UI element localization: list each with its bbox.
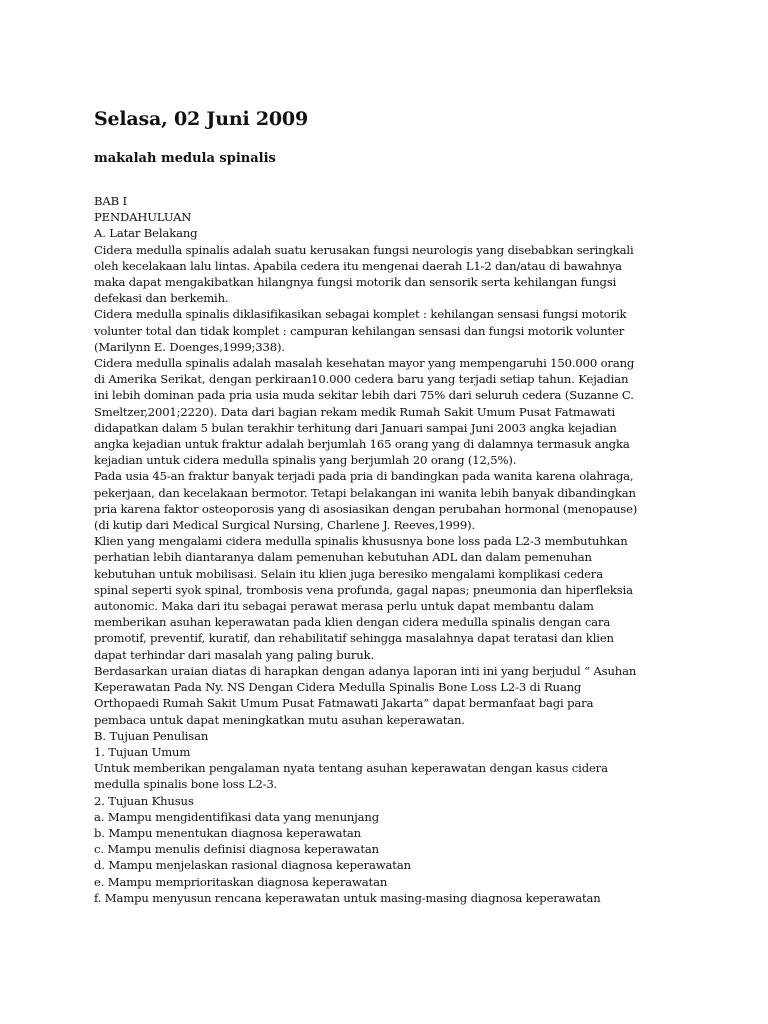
- body-line: Cidera medulla spinalis adalah suatu kerusakan fungsi neurologis yang disebabkan seringkali: [94, 242, 634, 257]
- body-line: Cidera medulla spinalis diklasifikasikan sebagai komplet : kehilangan sensasi fungsi motorik: [94, 307, 627, 322]
- post-title: makalah medula spinalis: [94, 151, 276, 166]
- body-line: kejadian untuk cidera medulla spinalis yang berjumlah 20 orang (12,5%).: [94, 453, 517, 468]
- post-date: Selasa, 02 Juni 2009: [94, 108, 308, 130]
- body-line: didapatkan dalam 5 bulan terakhir terhitung dari Januari sampai Juni 2003 angka kejadian: [94, 420, 617, 435]
- body-line: BAB I: [94, 194, 127, 208]
- body-line: ini lebih dominan pada pria usia muda sekitar lebih dari 75% dari seluruh cedera (Suzanne C.: [94, 388, 634, 403]
- body-line: volunter total dan tidak komplet : campuran kehilangan sensasi dan fungsi motorik volunter: [94, 323, 625, 338]
- body-line: d. Mampu menjelaskan rasional diagnosa keperawatan: [94, 858, 411, 873]
- body-line: di Amerika Serikat, dengan perkiraan10.000 cedera baru yang terjadi setiap tahun. Kejadian: [94, 372, 629, 387]
- body-line: Cidera medulla spinalis adalah masalah kesehatan mayor yang mempengaruhi 150.000 orang: [94, 356, 635, 371]
- body-line: e. Mampu memprioritaskan diagnosa keperawatan: [94, 874, 388, 889]
- body-line: (di kutip dari Medical Surgical Nursing, Charlene J. Reeves,1999).: [94, 518, 475, 533]
- body-line: pekerjaan, dan kecelakaan bermotor. Tetapi belakangan ini wanita lebih banyak dibandingkan: [94, 485, 636, 500]
- body-line: Smeltzer,2001;2220). Data dari bagian rekam medik Rumah Sakit Umum Pusat Fatmawati: [94, 404, 616, 419]
- body-line: Pada usia 45-an fraktur banyak terjadi pada pria di bandingkan pada wanita karena olahraga,: [94, 469, 634, 484]
- body-line: spinal seperti syok spinal, trombosis vena profunda, gagal napas; pneumonia dan hiperfleksia: [94, 582, 633, 597]
- body-line: B. Tujuan Penulisan: [94, 728, 209, 743]
- body-line: Untuk memberikan pengalaman nyata tentang asuhan keperawatan dengan kasus cidera: [94, 761, 608, 776]
- body-line: 1. Tujuan Umum: [94, 744, 191, 759]
- body-line: dapat terhindar dari masalah yang paling buruk.: [94, 647, 375, 662]
- blog-post: [94, 106, 684, 906]
- body-line: kebutuhan untuk mobilisasi. Selain itu klien juga beresiko mengalami komplikasi cedera: [94, 566, 603, 581]
- body-line: (Marilynn E. Doenges,1999;338).: [94, 339, 285, 354]
- body-line: memberikan asuhan keperawatan pada klien dengan cidera medulla spinalis dengan cara: [94, 615, 611, 630]
- body-line: oleh kecelakaan lalu lintas. Apabila cedera itu mengenai daerah L1-2 dan/atau di bawahnya: [94, 258, 622, 273]
- body-line: defekasi dan berkemih.: [94, 291, 229, 306]
- body-line: maka dapat mengakibatkan hilangnya fungsi motorik dan sensorik serta kehilangan fungsi: [94, 275, 617, 290]
- body-line: a. Mampu mengidentifikasi data yang menunjang: [94, 809, 380, 824]
- body-line: medulla spinalis bone loss L2-3.: [94, 777, 278, 792]
- post-body: [94, 193, 684, 906]
- body-line: pembaca untuk dapat meningkatkan mutu asuhan keperawatan.: [94, 712, 465, 727]
- body-line: PENDAHULUAN: [94, 210, 192, 225]
- body-line: pria karena faktor osteoporosis yang di asosiasikan dengan perubahan hormonal (menopause): [94, 501, 638, 516]
- body-line: Berdasarkan uraian diatas di harapkan dengan adanya laporan inti ini yang berjudul “ Asuhan: [94, 663, 637, 678]
- body-line: autonomic. Maka dari itu sebagai perawat merasa perlu untuk dapat membantu dalam: [94, 599, 594, 614]
- body-line: perhatian lebih diantaranya dalam pemenuhan kebutuhan ADL dan dalam pemenuhan: [94, 550, 592, 565]
- body-line: Keperawatan Pada Ny. NS Dengan Cidera Medulla Spinalis Bone Loss L2-3 di Ruang: [94, 680, 582, 695]
- body-line: angka kejadian untuk fraktur adalah berjumlah 165 orang yang di dalamnya termasuk angka: [94, 437, 630, 452]
- body-line: 2. Tujuan Khusus: [94, 793, 194, 808]
- body-line: Orthopaedi Rumah Sakit Umum Pusat Fatmawati Jakarta” dapat bermanfaat bagi para: [94, 696, 594, 711]
- body-line: promotif, preventif, kuratif, dan rehabilitatif sehingga masalahnya dapat teratasi dan klien: [94, 631, 614, 646]
- body-line: c. Mampu menulis definisi diagnosa keperawatan: [94, 842, 379, 857]
- body-line: f. Mampu menyusun rencana keperawatan untuk masing-masing diagnosa keperawatan: [94, 890, 601, 905]
- body-line: A. Latar Belakang: [94, 226, 198, 241]
- body-line: Klien yang mengalami cidera medulla spinalis khususnya bone loss pada L2-3 membutuhkan: [94, 534, 628, 549]
- body-line: b. Mampu menentukan diagnosa keperawatan: [94, 825, 361, 840]
